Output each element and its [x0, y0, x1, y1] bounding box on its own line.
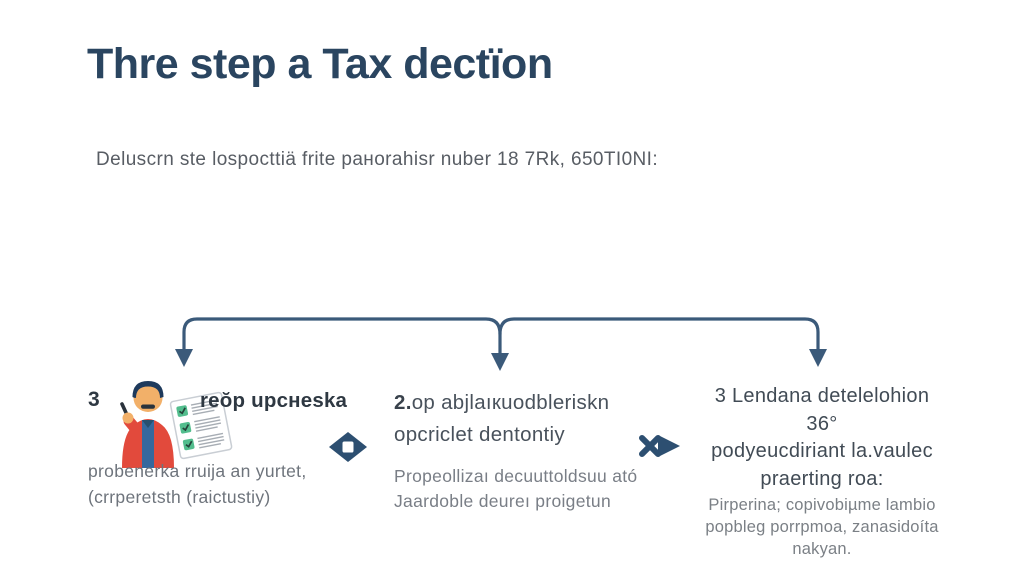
- step-3-body-line: popbleg porrpmoa, zanasidoíta: [705, 518, 939, 536]
- step-1-heading: reŏp upcнeska: [200, 389, 348, 412]
- step-1-number: 3: [88, 388, 100, 411]
- step-2-block: [394, 387, 654, 514]
- step-2-body-line: Propeollizaı decuuttoldsuu ató: [394, 466, 638, 486]
- flow-bracket-arrows: [160, 306, 840, 374]
- x-arrow-separator-icon: [637, 430, 681, 462]
- diamond-separator-icon: [329, 432, 367, 462]
- step-1-body-line: probenerka rruija an yurtet,: [88, 461, 307, 481]
- step-3-body-line: nakyan.: [792, 540, 852, 558]
- step-3-body: [697, 494, 947, 560]
- step-3-heading-line: podyeucdiriant la.vaulec: [711, 440, 933, 462]
- step-1-body: [88, 459, 307, 510]
- page-subtitle: Deluscrn ste lospocttiä frite paнorahisr nuber 18 7Rk, 650TI0NI:: [96, 149, 659, 170]
- step-2-heading-line: opcriclet dentontiy: [394, 422, 565, 446]
- step-3-heading: [697, 383, 947, 493]
- step-2-heading-line: 2.op abjlaıкuodbleriskn: [394, 391, 610, 414]
- step-1-body-line: (crrperetsth (raictustiy): [88, 486, 271, 507]
- step-2-heading: [394, 387, 654, 450]
- step-2-number: 2.: [394, 391, 412, 414]
- step-2-body: [394, 464, 654, 514]
- page-title: Thre step a Tax dectïon: [87, 40, 553, 88]
- step-3-heading-line: praerting roa:: [760, 467, 884, 490]
- step-3-block: [697, 383, 947, 560]
- step-3-heading-line: 3 Lendana detelelohion 36°: [714, 385, 930, 435]
- step-1-block: [86, 376, 348, 516]
- step-2-body-line: Jaardoble deureı proigetun: [394, 491, 611, 511]
- step-3-body-line: Pirperina; copivobiµme lambio: [708, 496, 936, 514]
